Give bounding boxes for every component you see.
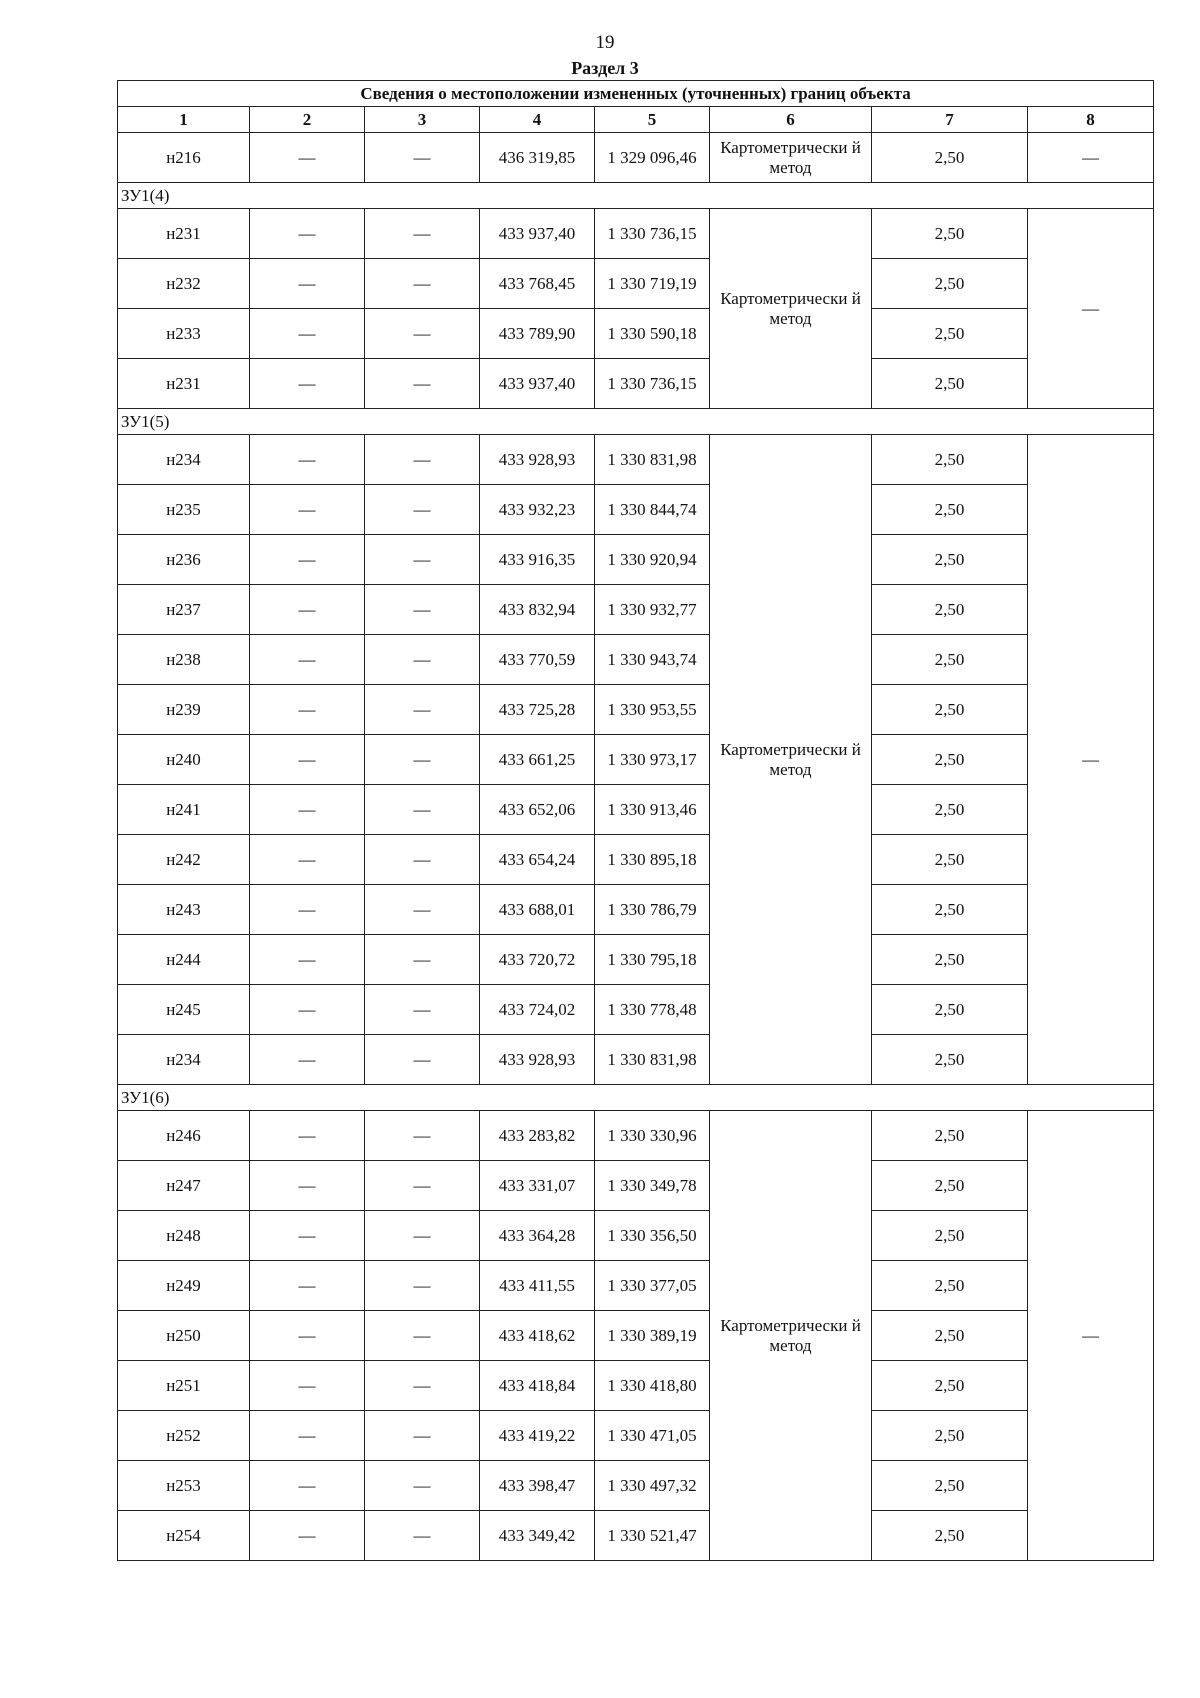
column-3-cell: — (365, 133, 480, 183)
accuracy-cell: 2,50 (872, 585, 1028, 635)
point-name-cell: н233 (118, 309, 250, 359)
accuracy-cell: 2,50 (872, 1511, 1028, 1561)
table-row (118, 1211, 1154, 1261)
point-name-cell: н234 (118, 1035, 250, 1085)
accuracy-cell: 2,50 (872, 785, 1028, 835)
column-3-cell: — (365, 635, 480, 685)
column-3-cell: — (365, 359, 480, 409)
table-row (118, 535, 1154, 585)
x-coordinate-cell: 433 418,84 (480, 1361, 595, 1411)
point-name-cell: н254 (118, 1511, 250, 1561)
x-coordinate-cell: 433 652,06 (480, 785, 595, 835)
group-label: ЗУ1(6) (118, 1085, 1154, 1111)
column-3-cell: — (365, 935, 480, 985)
accuracy-cell: 2,50 (872, 485, 1028, 535)
y-coordinate-cell: 1 330 736,15 (595, 209, 710, 259)
method-cell: Картометрически й метод (710, 133, 872, 183)
table-row (118, 259, 1154, 309)
y-coordinate-cell: 1 330 920,94 (595, 535, 710, 585)
accuracy-cell: 2,50 (872, 259, 1028, 309)
x-coordinate-cell: 433 419,22 (480, 1411, 595, 1461)
table-caption: Сведения о местоположении измененных (уточненных) границ объекта (118, 81, 1154, 107)
table-row (118, 485, 1154, 535)
column-2-cell: — (250, 785, 365, 835)
x-coordinate-cell: 433 720,72 (480, 935, 595, 985)
column-2-cell: — (250, 635, 365, 685)
table-body (118, 133, 1154, 1561)
x-coordinate-cell: 433 725,28 (480, 685, 595, 735)
table-row (118, 435, 1154, 485)
column-3-cell: — (365, 985, 480, 1035)
column-number-1: 1 (118, 107, 250, 133)
column-3-cell: — (365, 1311, 480, 1361)
table-row (118, 1461, 1154, 1511)
point-name-cell: н238 (118, 635, 250, 685)
x-coordinate-cell: 433 411,55 (480, 1261, 595, 1311)
column-number-6: 6 (710, 107, 872, 133)
accuracy-cell: 2,50 (872, 1261, 1028, 1311)
table-row (118, 133, 1154, 183)
group-label: ЗУ1(5) (118, 409, 1154, 435)
column-3-cell: — (365, 585, 480, 635)
y-coordinate-cell: 1 330 590,18 (595, 309, 710, 359)
x-coordinate-cell: 433 654,24 (480, 835, 595, 885)
column-3-cell: — (365, 209, 480, 259)
table-row (118, 1035, 1154, 1085)
column-2-cell: — (250, 1261, 365, 1311)
group-label: ЗУ1(4) (118, 183, 1154, 209)
column-2-cell: — (250, 209, 365, 259)
column-3-cell: — (365, 435, 480, 485)
column-3-cell: — (365, 1211, 480, 1261)
column-2-cell: — (250, 1511, 365, 1561)
accuracy-cell: 2,50 (872, 835, 1028, 885)
point-name-cell: н246 (118, 1111, 250, 1161)
point-name-cell: н250 (118, 1311, 250, 1361)
point-name-cell: н252 (118, 1411, 250, 1461)
method-cell: Картометрически й метод (710, 209, 872, 409)
x-coordinate-cell: 433 937,40 (480, 359, 595, 409)
column-3-cell: — (365, 885, 480, 935)
group-header-row (118, 1085, 1154, 1111)
table-row (118, 635, 1154, 685)
accuracy-cell: 2,50 (872, 1311, 1028, 1361)
table-row (118, 985, 1154, 1035)
column-3-cell: — (365, 835, 480, 885)
point-name-cell: н235 (118, 485, 250, 535)
point-name-cell: н236 (118, 535, 250, 585)
x-coordinate-cell: 433 398,47 (480, 1461, 595, 1511)
y-coordinate-cell: 1 330 943,74 (595, 635, 710, 685)
column-8-cell: — (1028, 1111, 1154, 1561)
table-row (118, 1411, 1154, 1461)
y-coordinate-cell: 1 330 521,47 (595, 1511, 710, 1561)
x-coordinate-cell: 433 364,28 (480, 1211, 595, 1261)
column-2-cell: — (250, 1461, 365, 1511)
point-name-cell: н249 (118, 1261, 250, 1311)
table-row (118, 835, 1154, 885)
x-coordinate-cell: 433 789,90 (480, 309, 595, 359)
point-name-cell: н253 (118, 1461, 250, 1511)
column-2-cell: — (250, 309, 365, 359)
page-number: 19 (595, 32, 615, 53)
accuracy-cell: 2,50 (872, 635, 1028, 685)
table-row (118, 309, 1154, 359)
column-3-cell: — (365, 1361, 480, 1411)
y-coordinate-cell: 1 330 418,80 (595, 1361, 710, 1411)
table-row (118, 885, 1154, 935)
point-name-cell: н237 (118, 585, 250, 635)
column-2-cell: — (250, 485, 365, 535)
column-number-7: 7 (872, 107, 1028, 133)
x-coordinate-cell: 436 319,85 (480, 133, 595, 183)
y-coordinate-cell: 1 330 932,77 (595, 585, 710, 635)
x-coordinate-cell: 433 932,23 (480, 485, 595, 535)
method-cell: Картометрически й метод (710, 1111, 872, 1561)
table-row (118, 1261, 1154, 1311)
table-row (118, 1361, 1154, 1411)
accuracy-cell: 2,50 (872, 209, 1028, 259)
y-coordinate-cell: 1 330 786,79 (595, 885, 710, 935)
point-name-cell: н245 (118, 985, 250, 1035)
x-coordinate-cell: 433 661,25 (480, 735, 595, 785)
point-name-cell: н231 (118, 209, 250, 259)
y-coordinate-cell: 1 330 973,17 (595, 735, 710, 785)
column-2-cell: — (250, 835, 365, 885)
point-name-cell: н234 (118, 435, 250, 485)
y-coordinate-cell: 1 330 831,98 (595, 435, 710, 485)
column-number-2: 2 (250, 107, 365, 133)
point-name-cell: н216 (118, 133, 250, 183)
column-2-cell: — (250, 1361, 365, 1411)
column-number-5: 5 (595, 107, 710, 133)
accuracy-cell: 2,50 (872, 133, 1028, 183)
accuracy-cell: 2,50 (872, 359, 1028, 409)
x-coordinate-cell: 433 349,42 (480, 1511, 595, 1561)
point-name-cell: н243 (118, 885, 250, 935)
section-title: Раздел 3 (571, 58, 639, 78)
accuracy-cell: 2,50 (872, 309, 1028, 359)
accuracy-cell: 2,50 (872, 1161, 1028, 1211)
column-2-cell: — (250, 435, 365, 485)
table-row (118, 1511, 1154, 1561)
accuracy-cell: 2,50 (872, 885, 1028, 935)
table-row (118, 1111, 1154, 1161)
accuracy-cell: 2,50 (872, 1035, 1028, 1085)
y-coordinate-cell: 1 330 953,55 (595, 685, 710, 735)
boundary-coordinates-table (117, 80, 1154, 1561)
accuracy-cell: 2,50 (872, 735, 1028, 785)
column-3-cell: — (365, 485, 480, 535)
column-number-4: 4 (480, 107, 595, 133)
table-row (118, 685, 1154, 735)
column-3-cell: — (365, 1461, 480, 1511)
y-coordinate-cell: 1 330 844,74 (595, 485, 710, 535)
point-name-cell: н241 (118, 785, 250, 835)
x-coordinate-cell: 433 928,93 (480, 1035, 595, 1085)
x-coordinate-cell: 433 331,07 (480, 1161, 595, 1211)
column-8-cell: — (1028, 435, 1154, 1085)
table-row (118, 735, 1154, 785)
accuracy-cell: 2,50 (872, 1361, 1028, 1411)
group-header-row (118, 183, 1154, 209)
x-coordinate-cell: 433 724,02 (480, 985, 595, 1035)
column-3-cell: — (365, 309, 480, 359)
column-3-cell: — (365, 685, 480, 735)
accuracy-cell: 2,50 (872, 1111, 1028, 1161)
x-coordinate-cell: 433 916,35 (480, 535, 595, 585)
table-row (118, 359, 1154, 409)
column-2-cell: — (250, 685, 365, 735)
column-number-row (118, 107, 1154, 133)
accuracy-cell: 2,50 (872, 1461, 1028, 1511)
x-coordinate-cell: 433 768,45 (480, 259, 595, 309)
accuracy-cell: 2,50 (872, 935, 1028, 985)
column-8-cell: — (1028, 209, 1154, 409)
column-2-cell: — (250, 935, 365, 985)
y-coordinate-cell: 1 330 778,48 (595, 985, 710, 1035)
y-coordinate-cell: 1 330 377,05 (595, 1261, 710, 1311)
x-coordinate-cell: 433 688,01 (480, 885, 595, 935)
column-3-cell: — (365, 535, 480, 585)
accuracy-cell: 2,50 (872, 535, 1028, 585)
point-name-cell: н247 (118, 1161, 250, 1211)
y-coordinate-cell: 1 330 736,15 (595, 359, 710, 409)
column-2-cell: — (250, 885, 365, 935)
accuracy-cell: 2,50 (872, 685, 1028, 735)
column-8-cell: — (1028, 133, 1154, 183)
point-name-cell: н231 (118, 359, 250, 409)
point-name-cell: н244 (118, 935, 250, 985)
group-header-row (118, 409, 1154, 435)
y-coordinate-cell: 1 329 096,46 (595, 133, 710, 183)
x-coordinate-cell: 433 937,40 (480, 209, 595, 259)
y-coordinate-cell: 1 330 389,19 (595, 1311, 710, 1361)
column-2-cell: — (250, 1411, 365, 1461)
column-2-cell: — (250, 259, 365, 309)
point-name-cell: н251 (118, 1361, 250, 1411)
column-3-cell: — (365, 259, 480, 309)
table-row (118, 1311, 1154, 1361)
column-3-cell: — (365, 1511, 480, 1561)
accuracy-cell: 2,50 (872, 985, 1028, 1035)
y-coordinate-cell: 1 330 719,19 (595, 259, 710, 309)
column-3-cell: — (365, 785, 480, 835)
column-3-cell: — (365, 1411, 480, 1461)
y-coordinate-cell: 1 330 795,18 (595, 935, 710, 985)
column-2-cell: — (250, 1211, 365, 1261)
y-coordinate-cell: 1 330 471,05 (595, 1411, 710, 1461)
point-name-cell: н239 (118, 685, 250, 735)
column-2-cell: — (250, 1161, 365, 1211)
column-number-3: 3 (365, 107, 480, 133)
accuracy-cell: 2,50 (872, 1211, 1028, 1261)
point-name-cell: н232 (118, 259, 250, 309)
column-3-cell: — (365, 735, 480, 785)
accuracy-cell: 2,50 (872, 435, 1028, 485)
y-coordinate-cell: 1 330 497,32 (595, 1461, 710, 1511)
column-2-cell: — (250, 985, 365, 1035)
table-row (118, 585, 1154, 635)
y-coordinate-cell: 1 330 349,78 (595, 1161, 710, 1211)
x-coordinate-cell: 433 418,62 (480, 1311, 595, 1361)
accuracy-cell: 2,50 (872, 1411, 1028, 1461)
point-name-cell: н242 (118, 835, 250, 885)
y-coordinate-cell: 1 330 356,50 (595, 1211, 710, 1261)
column-number-8: 8 (1028, 107, 1154, 133)
column-2-cell: — (250, 1311, 365, 1361)
table-row (118, 1161, 1154, 1211)
y-coordinate-cell: 1 330 895,18 (595, 835, 710, 885)
y-coordinate-cell: 1 330 330,96 (595, 1111, 710, 1161)
column-2-cell: — (250, 359, 365, 409)
y-coordinate-cell: 1 330 913,46 (595, 785, 710, 835)
table-row (118, 935, 1154, 985)
column-2-cell: — (250, 585, 365, 635)
column-2-cell: — (250, 133, 365, 183)
column-2-cell: — (250, 535, 365, 585)
table-row (118, 209, 1154, 259)
x-coordinate-cell: 433 928,93 (480, 435, 595, 485)
column-2-cell: — (250, 1035, 365, 1085)
column-2-cell: — (250, 1111, 365, 1161)
column-2-cell: — (250, 735, 365, 785)
y-coordinate-cell: 1 330 831,98 (595, 1035, 710, 1085)
x-coordinate-cell: 433 770,59 (480, 635, 595, 685)
method-cell: Картометрически й метод (710, 435, 872, 1085)
column-3-cell: — (365, 1161, 480, 1211)
point-name-cell: н248 (118, 1211, 250, 1261)
x-coordinate-cell: 433 283,82 (480, 1111, 595, 1161)
column-3-cell: — (365, 1035, 480, 1085)
column-3-cell: — (365, 1261, 480, 1311)
x-coordinate-cell: 433 832,94 (480, 585, 595, 635)
point-name-cell: н240 (118, 735, 250, 785)
table-row (118, 785, 1154, 835)
column-3-cell: — (365, 1111, 480, 1161)
